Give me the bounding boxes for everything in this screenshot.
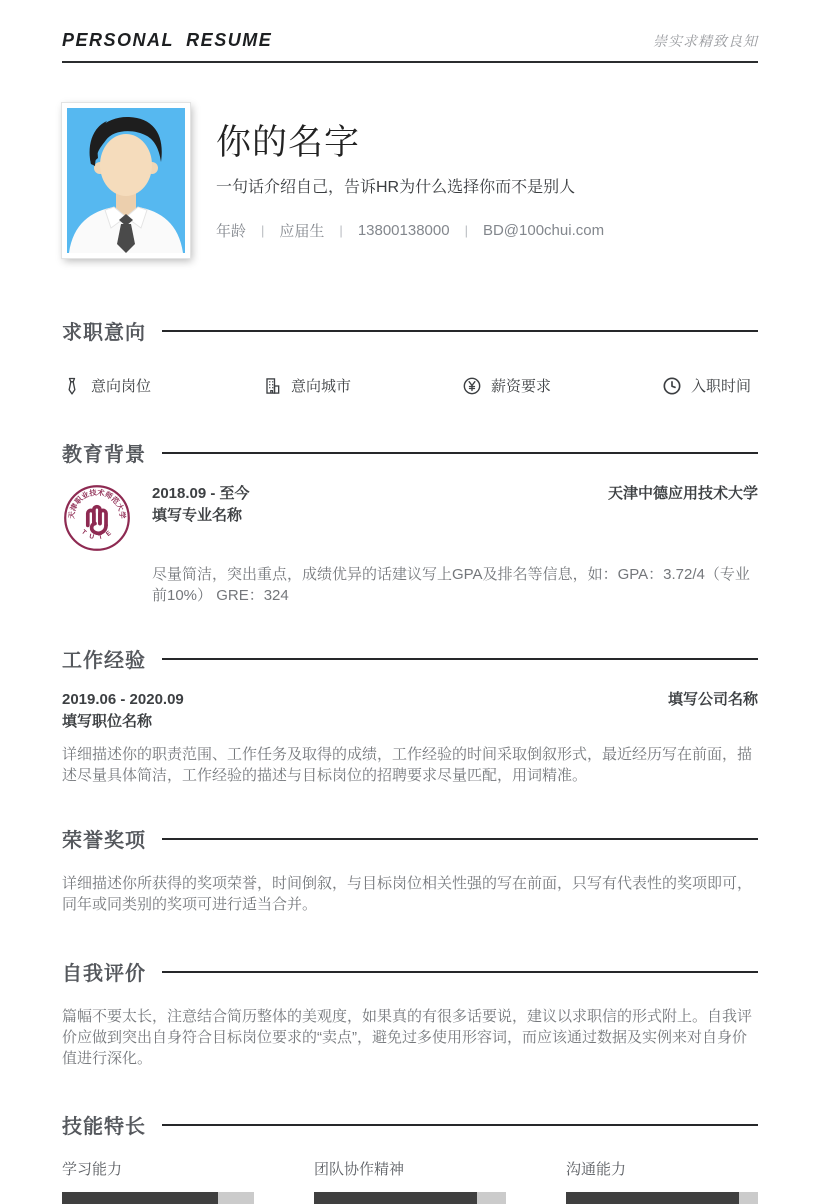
section-self-evaluation: [62, 957, 758, 1069]
avatar: [62, 103, 190, 258]
section-rule: [162, 658, 758, 660]
section-job-intent: [62, 316, 758, 396]
skill-progress-bar: [566, 1192, 758, 1204]
section-title-row: [62, 644, 758, 673]
education-date: 2018.09 - 至今: [152, 485, 250, 502]
section-title: 求职意向: [62, 322, 146, 344]
section-skills: [62, 1110, 758, 1204]
candidate-tagline: 一句话介绍自己，告诉HR为什么选择你而不是别人: [216, 179, 576, 196]
work-position: 填写职位名称: [62, 713, 153, 730]
info-separator: |: [261, 223, 265, 238]
skill-item-teamwork: [314, 1158, 506, 1204]
clock-icon: [662, 376, 682, 396]
profile-section: [62, 103, 758, 258]
school-logo: [62, 483, 132, 553]
work-left: [62, 689, 184, 733]
skill-item-learning: [62, 1158, 254, 1204]
skill-progress-bar: [62, 1192, 254, 1204]
education-entry-body: [152, 483, 758, 553]
section-rule: [162, 330, 758, 332]
intent-label: 意向岗位: [91, 378, 152, 395]
skill-progress-fill: [566, 1192, 739, 1204]
section-title: 工作经验: [62, 650, 146, 672]
section-honors: [62, 824, 758, 915]
skill-label: 学习能力: [62, 1161, 123, 1178]
honors-description: 详细描述你所获得的奖项荣誉，时间倒叙，与目标岗位相关性强的写在前面，只写有代表性的奖项即可，同年或同类别的奖项可进行适当合并。: [62, 875, 753, 913]
section-title: 技能特长: [62, 1116, 146, 1138]
work-entry-head: [62, 689, 758, 733]
yen-circle-icon: [462, 376, 482, 396]
intent-item-city: [262, 375, 462, 396]
work-date: 2019.06 - 2020.09: [62, 691, 184, 708]
section-title-row: [62, 438, 758, 467]
work-company: 填写公司名称: [667, 691, 758, 708]
work-description: 详细描述你的职责范围、工作任务及取得的成绩，工作经验的时间采取倒叙形式，最近经历写在前面，描述尽量具体简洁，工作经验的描述与目标岗位的招聘要求尽量匹配，用词精准。: [62, 746, 753, 784]
avatar-illustration: [67, 108, 185, 253]
tie-icon: [62, 376, 82, 396]
page-header: [62, 0, 758, 63]
seal-arc-text: 天津职业技术师范大学: [66, 487, 128, 520]
page-title: PERSONAL RESUME: [62, 30, 273, 50]
contact-info-row: [216, 220, 604, 241]
info-separator: |: [464, 223, 468, 238]
intent-label: 意向城市: [291, 378, 352, 395]
skill-item-communication: [566, 1158, 758, 1204]
self-evaluation-description: 篇幅不要太长，注意结合简历整体的美观度，如果真的有很多话要说，建议以求职信的形式附上。自我评价应做到突出自身符合目标岗位要求的“卖点”，避免过多使用形容词，而应该通过数据及实例来对自身价值进行深化。: [62, 1008, 753, 1067]
school-seal-icon: [62, 483, 132, 553]
skill-label: 沟通能力: [566, 1161, 627, 1178]
education-left: [152, 483, 250, 527]
section-title: 自我评价: [62, 963, 146, 985]
skill-progress-fill: [62, 1192, 218, 1204]
education-description: 尽量简洁，突出重点，成绩优异的话建议写上GPA及排名等信息，如：GPA：3.72/4（专业前10%） GRE：324: [152, 566, 750, 604]
skill-grid: [62, 1158, 758, 1204]
seal-bottom-text: T U T E: [79, 528, 115, 542]
skill-label: 团队协作精神: [314, 1161, 405, 1178]
info-phone: 13800138000: [357, 222, 450, 239]
info-separator: |: [339, 223, 343, 238]
info-email: BD@100chui.com: [482, 222, 605, 239]
intent-item-salary: [462, 375, 662, 396]
section-education: [62, 438, 758, 606]
building-icon: [262, 376, 282, 396]
work-entry: [62, 689, 758, 733]
info-age: 年龄: [216, 223, 247, 240]
education-entry: [62, 483, 758, 553]
section-rule: [162, 971, 758, 973]
section-rule: [162, 838, 758, 840]
info-status: 应届生: [279, 223, 325, 240]
section-rule: [162, 452, 758, 454]
section-title-row: [62, 316, 758, 345]
header-motto: 崇实求精致良知: [653, 33, 758, 49]
section-title-row: [62, 824, 758, 853]
intent-item-position: [62, 375, 262, 396]
intent-item-start-date: [662, 375, 758, 396]
section-title-row: [62, 957, 758, 986]
section-title: 教育背景: [62, 444, 146, 466]
skill-progress-fill: [314, 1192, 477, 1204]
intent-label: 薪资要求: [491, 378, 552, 395]
education-entry-head: [152, 483, 758, 527]
profile-main: [216, 103, 604, 258]
intent-grid: [62, 375, 758, 396]
section-rule: [162, 1124, 758, 1126]
intent-label: 入职时间: [691, 378, 752, 395]
candidate-name: 你的名字: [216, 123, 361, 162]
education-major: 填写专业名称: [152, 507, 243, 524]
section-work-experience: [62, 644, 758, 786]
section-title: 荣誉奖项: [62, 830, 146, 852]
section-title-row: [62, 1110, 758, 1139]
skill-progress-bar: [314, 1192, 506, 1204]
education-school: 天津中德应用技术大学: [607, 485, 758, 502]
work-entry-body: [62, 689, 758, 733]
